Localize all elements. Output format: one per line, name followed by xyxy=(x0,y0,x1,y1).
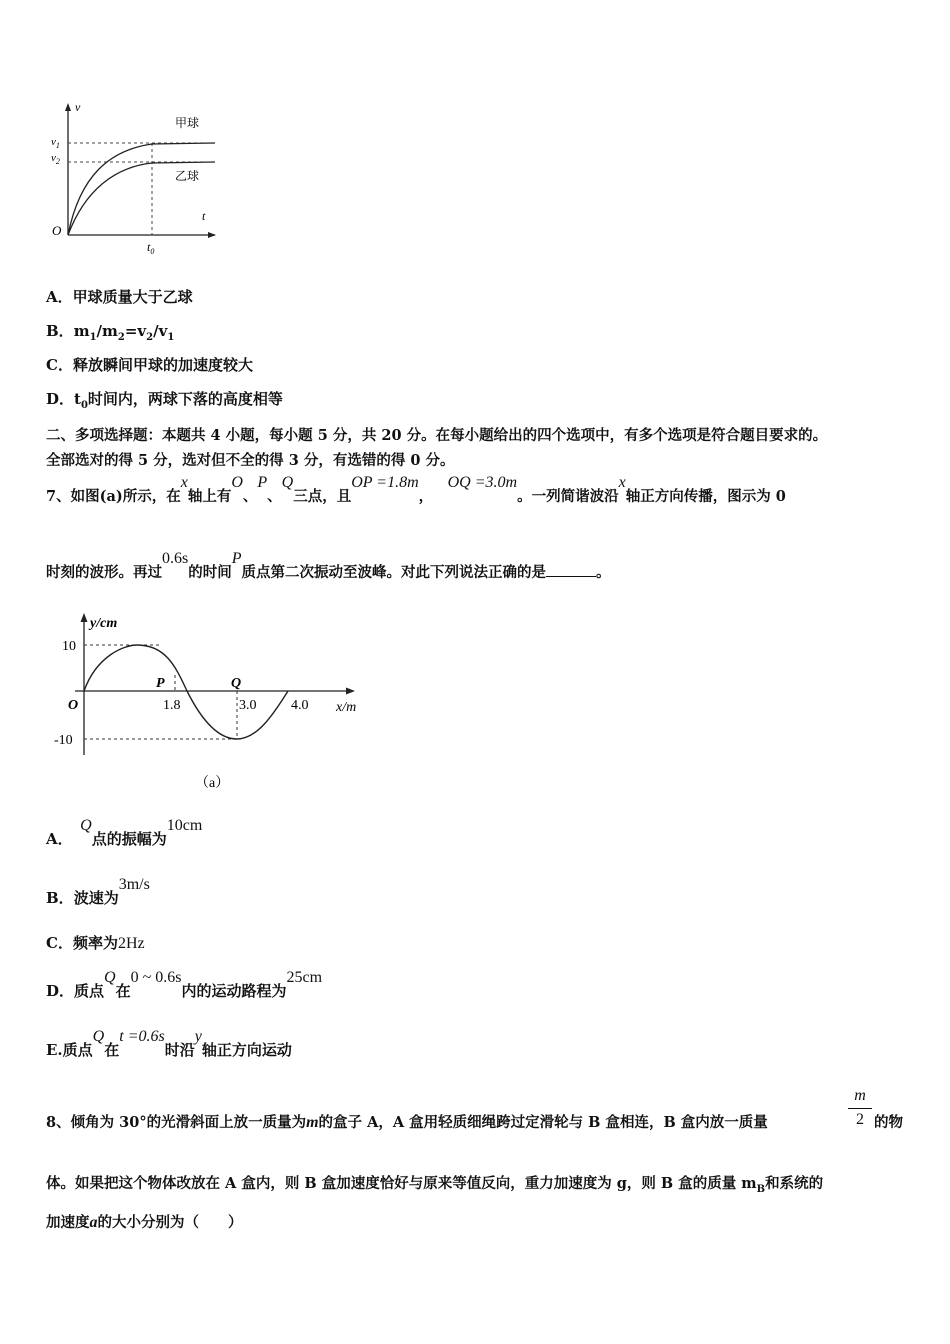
v-axis-label: v xyxy=(75,100,81,114)
section2-line2: 全部选对的得 5 分，选对但不全的得 3 分，有选错的得 0 分。 xyxy=(46,452,455,469)
wave-origin: O xyxy=(68,698,79,713)
q6-option-c[interactable]: C．释放瞬间甲球的加速度较大 xyxy=(46,356,253,374)
x-tick-1: 1.8 xyxy=(163,698,181,713)
label-yi: 乙球 xyxy=(175,169,200,183)
y-axis-label: y/cm xyxy=(90,616,118,631)
x-tick-3: 4.0 xyxy=(291,698,309,713)
svg-text:v2: $v_2$ xyxy=(51,152,60,166)
q7-option-d[interactable]: D．质点Q在0 ~ 0.6s内的运动路程为25cm xyxy=(46,969,323,1000)
q6-option-a[interactable]: A．甲球质量大于乙球 xyxy=(46,288,193,306)
q7-option-a[interactable]: A． Q点的振幅为10cm xyxy=(46,817,203,848)
q7-option-b[interactable]: B．波速为3m/s xyxy=(46,876,150,907)
x-axis-label: x/m xyxy=(336,700,357,715)
q7-stem-line2: 时刻的波形。再过0.6s的时间P质点第二次振动至波峰。对此下列说法正确的是 。 xyxy=(46,550,611,581)
x-tick-2: 3.0 xyxy=(239,698,257,713)
svg-text:v1: $v_1$ xyxy=(51,136,60,150)
q6-option-d[interactable]: D．$t_0$时间内，两球下落的高度相等 xyxy=(46,390,283,411)
answer-blank[interactable] xyxy=(546,564,596,577)
q8-fraction: m 2 xyxy=(848,1086,872,1129)
point-q: Q xyxy=(231,676,242,691)
curve-jia xyxy=(68,143,215,235)
wave-curve xyxy=(84,645,288,739)
q8-stem-line3: 加速度a的大小分别为（ ） xyxy=(46,1214,243,1231)
q7-stem-line1: 7、如图(a)所示，在x轴上有O、P、Q三点，且OP =1.8m， OQ =3.0m。一列简谐波沿x轴正方向传播，图示为 0 xyxy=(46,474,786,505)
q7-option-c[interactable]: C．频率为2Hz xyxy=(46,934,145,952)
q6-option-b[interactable]: B．$m_1/m_2=v_2/v_1$ xyxy=(46,322,175,343)
t-axis-label: t xyxy=(202,209,206,223)
origin-label: O xyxy=(52,223,62,238)
y-top-tick: 10 xyxy=(62,639,76,654)
wave-caption: （a） xyxy=(195,776,230,791)
wave-graph xyxy=(45,605,375,795)
q8-stem-line2: 体。如果把这个物体改放在 A 盒内，则 B 盒加速度恰好与原来等值反向，重力加速度为 g，则 B 盒的质量 $m_B$和系统的 xyxy=(46,1175,824,1195)
svg-text:t0: $t_0$ xyxy=(147,240,155,256)
point-p: P xyxy=(156,676,165,691)
q8-stem-tail: 的物 xyxy=(874,1114,903,1131)
q7-option-e[interactable]: E.质点Q在t =0.6s时沿y轴正方向运动 xyxy=(46,1028,292,1059)
label-jia: 甲球 xyxy=(175,116,200,130)
y-bottom-tick: -10 xyxy=(54,733,73,748)
vt-graph xyxy=(40,95,230,260)
section2-line1: 二、多项选择题：本题共 4 小题，每小题 5 分，共 20 分。在每小题给出的四个选项中，有多个选项是符合题目要求的。 xyxy=(46,427,828,444)
q8-stem-line1: 8、倾角为 30°的光滑斜面上放一质量为m的盒子 A，A 盒用轻质细绳跨过定滑轮与 B 盒相连，B 盒内放一质量 xyxy=(46,1114,768,1131)
